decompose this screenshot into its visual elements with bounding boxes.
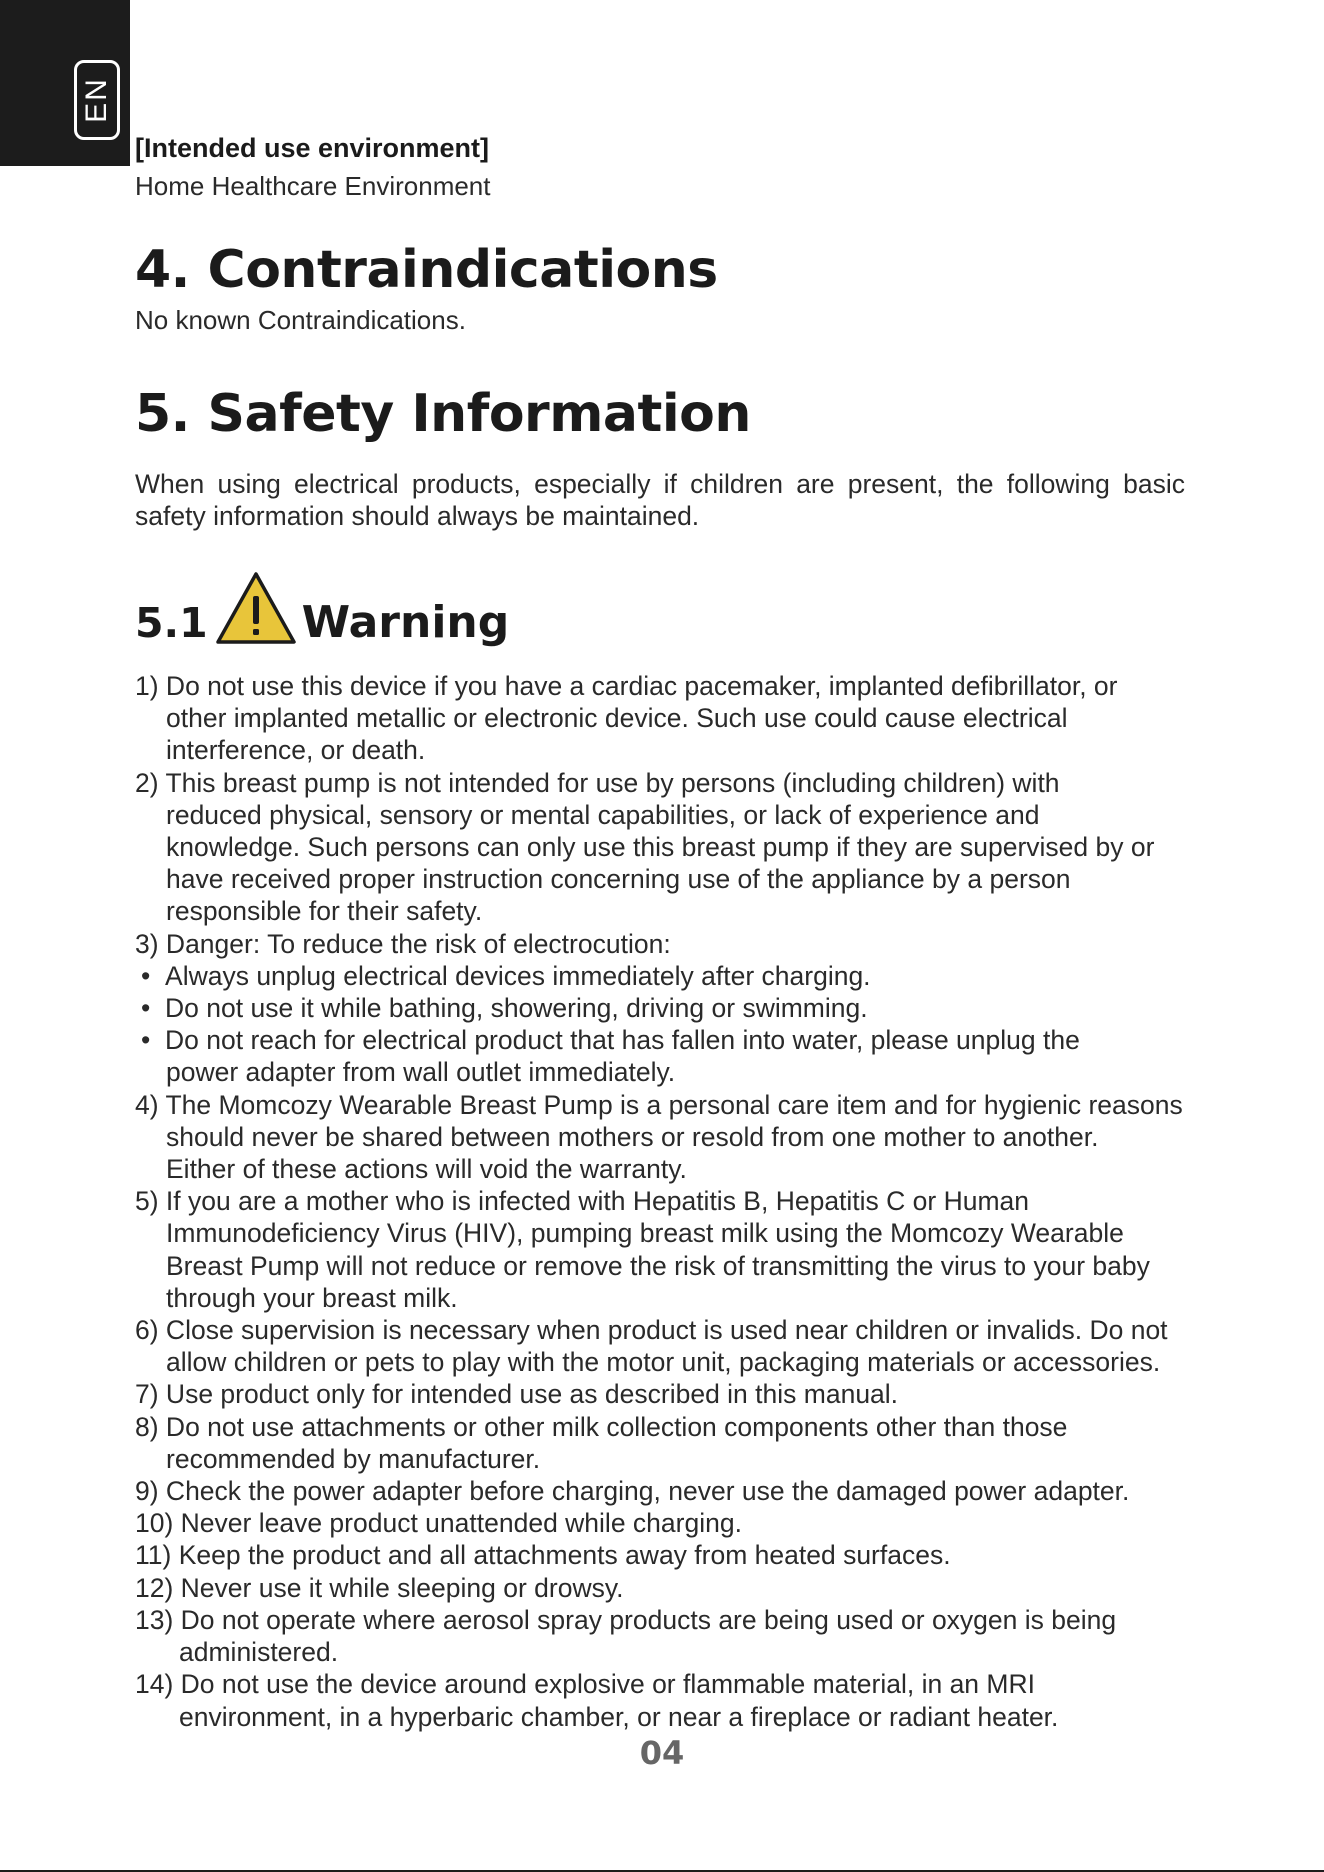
- intended-use-text: Home Healthcare Environment: [135, 171, 491, 201]
- list-item: 8) Do not use attachments or other milk collection components other than those: [135, 1411, 1068, 1442]
- list-item: 6) Close supervision is necessary when product is used near children or invalids. Do not: [135, 1315, 1168, 1346]
- list-item: power adapter from wall outlet immediately.: [166, 1057, 676, 1088]
- list-item: have received proper instruction concerning use of the appliance by a person: [166, 864, 1071, 895]
- list-item: environment, in a hyperbaric chamber, or near a fireplace or radiant heater.: [179, 1701, 1059, 1732]
- list-item: Immunodeficiency Virus (HIV), pumping breast milk using the Momcozy Wearable: [166, 1218, 1124, 1249]
- list-item: allow children or pets to play with the motor unit, packaging materials or accessories.: [166, 1347, 1161, 1378]
- list-item: interference, or death.: [166, 735, 426, 766]
- list-item: reduced physical, sensory or mental capabilities, or lack of experience and: [166, 799, 1040, 830]
- contraindications-heading: 4. Contraindications: [135, 240, 718, 300]
- page-content: [135, 128, 1185, 1733]
- intended-use-title: [Intended use environment]: [135, 133, 490, 163]
- list-item: 13) Do not operate where aerosol spray products are being used or oxygen is being: [135, 1604, 1117, 1635]
- list-item: 14) Do not use the device around explosive or flammable material, in an MRI: [135, 1669, 1035, 1700]
- bullet-item: [135, 992, 1185, 1024]
- bullet-glyph: •: [141, 993, 151, 1024]
- list-item: 5) If you are a mother who is infected with Hepatitis B, Hepatitis C or Human: [135, 1186, 1030, 1217]
- bullet-text: Do not reach for electrical product that has fallen into water, please unplug the: [165, 1025, 1080, 1056]
- language-tab: [0, 0, 130, 166]
- page-number: 04: [639, 1734, 685, 1772]
- list-item: 10) Never leave product unattended while charging.: [135, 1508, 742, 1539]
- warning-heading: [135, 566, 1185, 648]
- list-item: knowledge. Such persons can only use this breast pump if they are supervised by or: [166, 832, 1155, 863]
- list-item: 12) Never use it while sleeping or drowsy.: [135, 1572, 624, 1603]
- list-item: 4) The Momcozy Wearable Breast Pump is a personal care item and for hygienic reasons: [135, 1089, 1183, 1120]
- bullet-glyph: •: [141, 960, 151, 991]
- warning-title: Warning: [301, 597, 510, 648]
- safety-intro: When using electrical products, especially if children are present, the following basic safety information should always be maintained.: [135, 469, 1185, 531]
- warning-triangle-icon: [214, 568, 298, 648]
- contraindications-text: No known Contraindications.: [135, 305, 466, 335]
- list-item: 11) Keep the product and all attachments away from heated surfaces.: [135, 1540, 951, 1571]
- list-item: other implanted metallic or electronic device. Such use could cause electrical: [166, 703, 1068, 734]
- language-badge: [74, 60, 120, 140]
- list-item: 2) This breast pump is not intended for use by persons (including children) with: [135, 767, 1060, 798]
- bullet-item: [135, 960, 1185, 992]
- bullet-glyph: •: [141, 1025, 151, 1056]
- safety-heading: 5. Safety Information: [135, 384, 751, 444]
- bullet-item: [135, 1024, 1185, 1056]
- list-item: 7) Use product only for intended use as described in this manual.: [135, 1379, 899, 1410]
- list-item: recommended by manufacturer.: [166, 1443, 541, 1474]
- bullet-text: Do not use it while bathing, showering, driving or swimming.: [165, 993, 868, 1024]
- list-item: through your breast milk.: [166, 1282, 458, 1313]
- list-item: 3) Danger: To reduce the risk of electrocution:: [135, 928, 671, 959]
- list-item: Breast Pump will not reduce or remove the risk of transmitting the virus to your baby: [166, 1250, 1150, 1281]
- list-item: Either of these actions will void the warranty.: [166, 1154, 687, 1185]
- list-item: responsible for their safety.: [166, 896, 483, 927]
- list-item: should never be shared between mothers or resold from one mother to another.: [166, 1121, 1099, 1152]
- warning-number: 5.1: [135, 599, 208, 647]
- language-label: EN: [80, 77, 113, 123]
- list-item: 9) Check the power adapter before charging, never use the damaged power adapter.: [135, 1476, 1130, 1507]
- list-item: administered.: [179, 1637, 339, 1668]
- warning-list: [135, 670, 1185, 1733]
- bullet-text: Always unplug electrical devices immediately after charging.: [165, 960, 871, 991]
- list-item: 1) Do not use this device if you have a cardiac pacemaker, implanted defibrillator, or: [135, 671, 1118, 701]
